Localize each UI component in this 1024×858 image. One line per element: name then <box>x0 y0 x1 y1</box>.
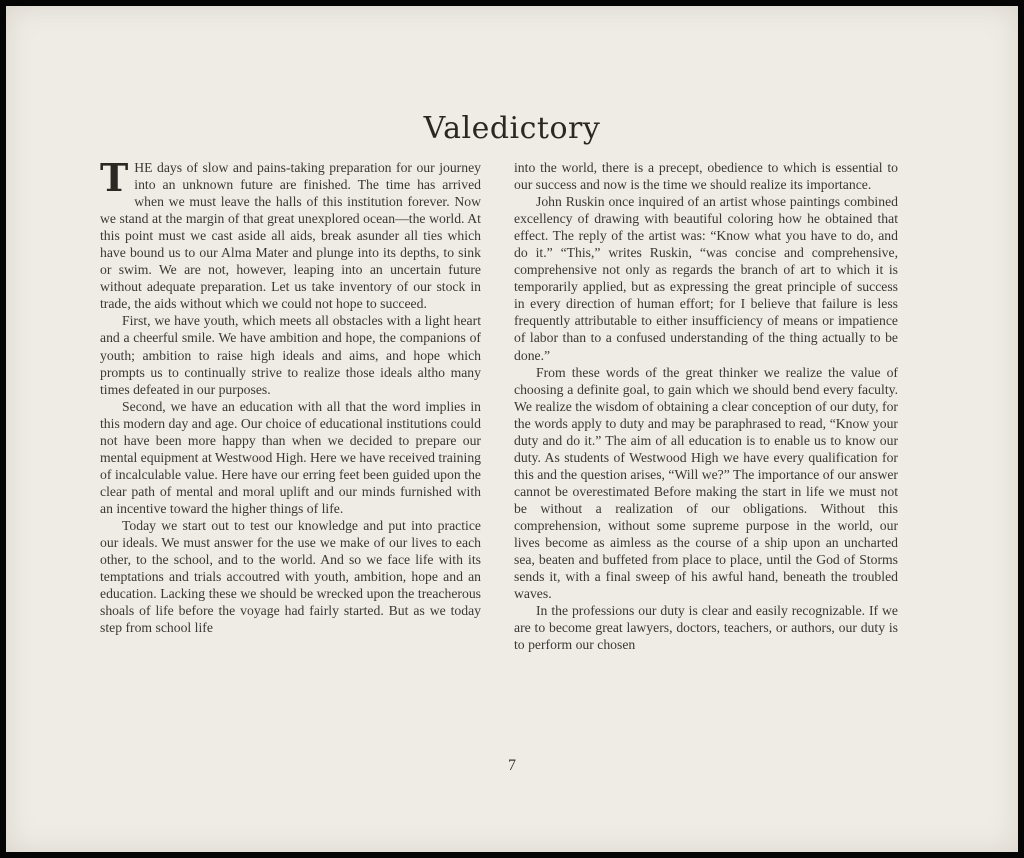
left-column <box>100 155 482 636</box>
page-title: Valedictory <box>423 111 601 146</box>
paragraph: Today we start out to test our knowledge and put into practice our ideals. We must answer for the use we make of our lives to each other, to the school, and to the world. And so we face life with its temptations and trials accoutred with youth, ambition, hope and an education. Lacking these we should be wrecked upon the treacherous shoals of life before the voyage had fairly started. But as we today step from school life <box>100 517 481 636</box>
right-column <box>514 159 898 653</box>
drop-cap: T <box>100 155 129 200</box>
paragraph: First, we have youth, which meets all obstacles with a light heart and a cheerful smile. We have ambition and hope, the companions of youth; ambition to raise high ideals and aims, and hope which prompts us to continually strive to realize those ideals altho many times defeated in our purposes. <box>100 313 481 397</box>
document-page <box>6 6 1018 852</box>
paragraph: From these words of the great thinker we realize the value of choosing a definite goal, to gain which we should bend every faculty. We realize the wisdom of obtaining a clear conception of our duty, for the words apply to duty and may be paraphrased to read, “Know your duty and do it.” The aim of all education is to enable us to know our duty. As students of Westwood High we have every qualification for this and the question arises, “Will we?” The importance of our answer cannot be overestimated Before making the start in life we must not be without a realization of our obligations. Without this comprehension, without some supreme purpose in the world, our lives become as aimless as the course of a ship upon an uncharted sea, beaten and buffeted from place to place, until the God of Storms sends it, with a final sweep of his awful hand, beneath the troubled waves. <box>514 364 898 602</box>
paragraph: In the professions our duty is clear and easily recognizable. If we are to become great lawyers, doctors, teachers, or authors, our duty is to perform our chosen <box>514 603 898 653</box>
paragraph: into the world, there is a precept, obedience to which is essential to our success and now is the time we should realize its importance. <box>514 160 898 193</box>
paragraph-text: HE days of slow and pains-taking preparation for our journey into an unknown future are finished. The time has arrived when we must leave the halls of this institution forever. Now we stand at the margin of that great unexplored ocean—the world. At this point must we cast aside all aids, break asunder all ties which have bound us to our Alma Mater and plunge into its depths, to sink or swim. We are not, however, leaping into an uncertain future without adequate preparation. Let us take inventory of our stock in trade, the aids without which we could not hope to succeed. <box>100 160 481 312</box>
page-number: 7 <box>508 757 516 774</box>
paragraph: Second, we have an education with all that the word implies in this modern day and age. Our choice of educational institutions could not have been more happy than when we decided to prepare our mental equipment at Westwood High. Here we have received training of incalculable value. Here have our erring feet been guided upon the clear path of mental and moral uplift and our minds furnished with an incentive toward the higher things of life. <box>100 398 482 516</box>
paragraph: John Ruskin once inquired of an artist whose paintings combined excellency of drawing with beautiful coloring how he obtained that effect. The reply of the artist was: “Know what you have to do, and do it.” “This,” writes Ruskin, “was concise and comprehensive, comprehensive not only as regards the branch of art to which it is temporarily applied, but as expressing the great principle of success in every direction of human effort; for I believe that failure is less frequently attributable to either insufficiency of means or impatience of labor than to a confused understanding of the thing actually to be done.” <box>514 194 898 363</box>
paragraph <box>100 155 481 312</box>
